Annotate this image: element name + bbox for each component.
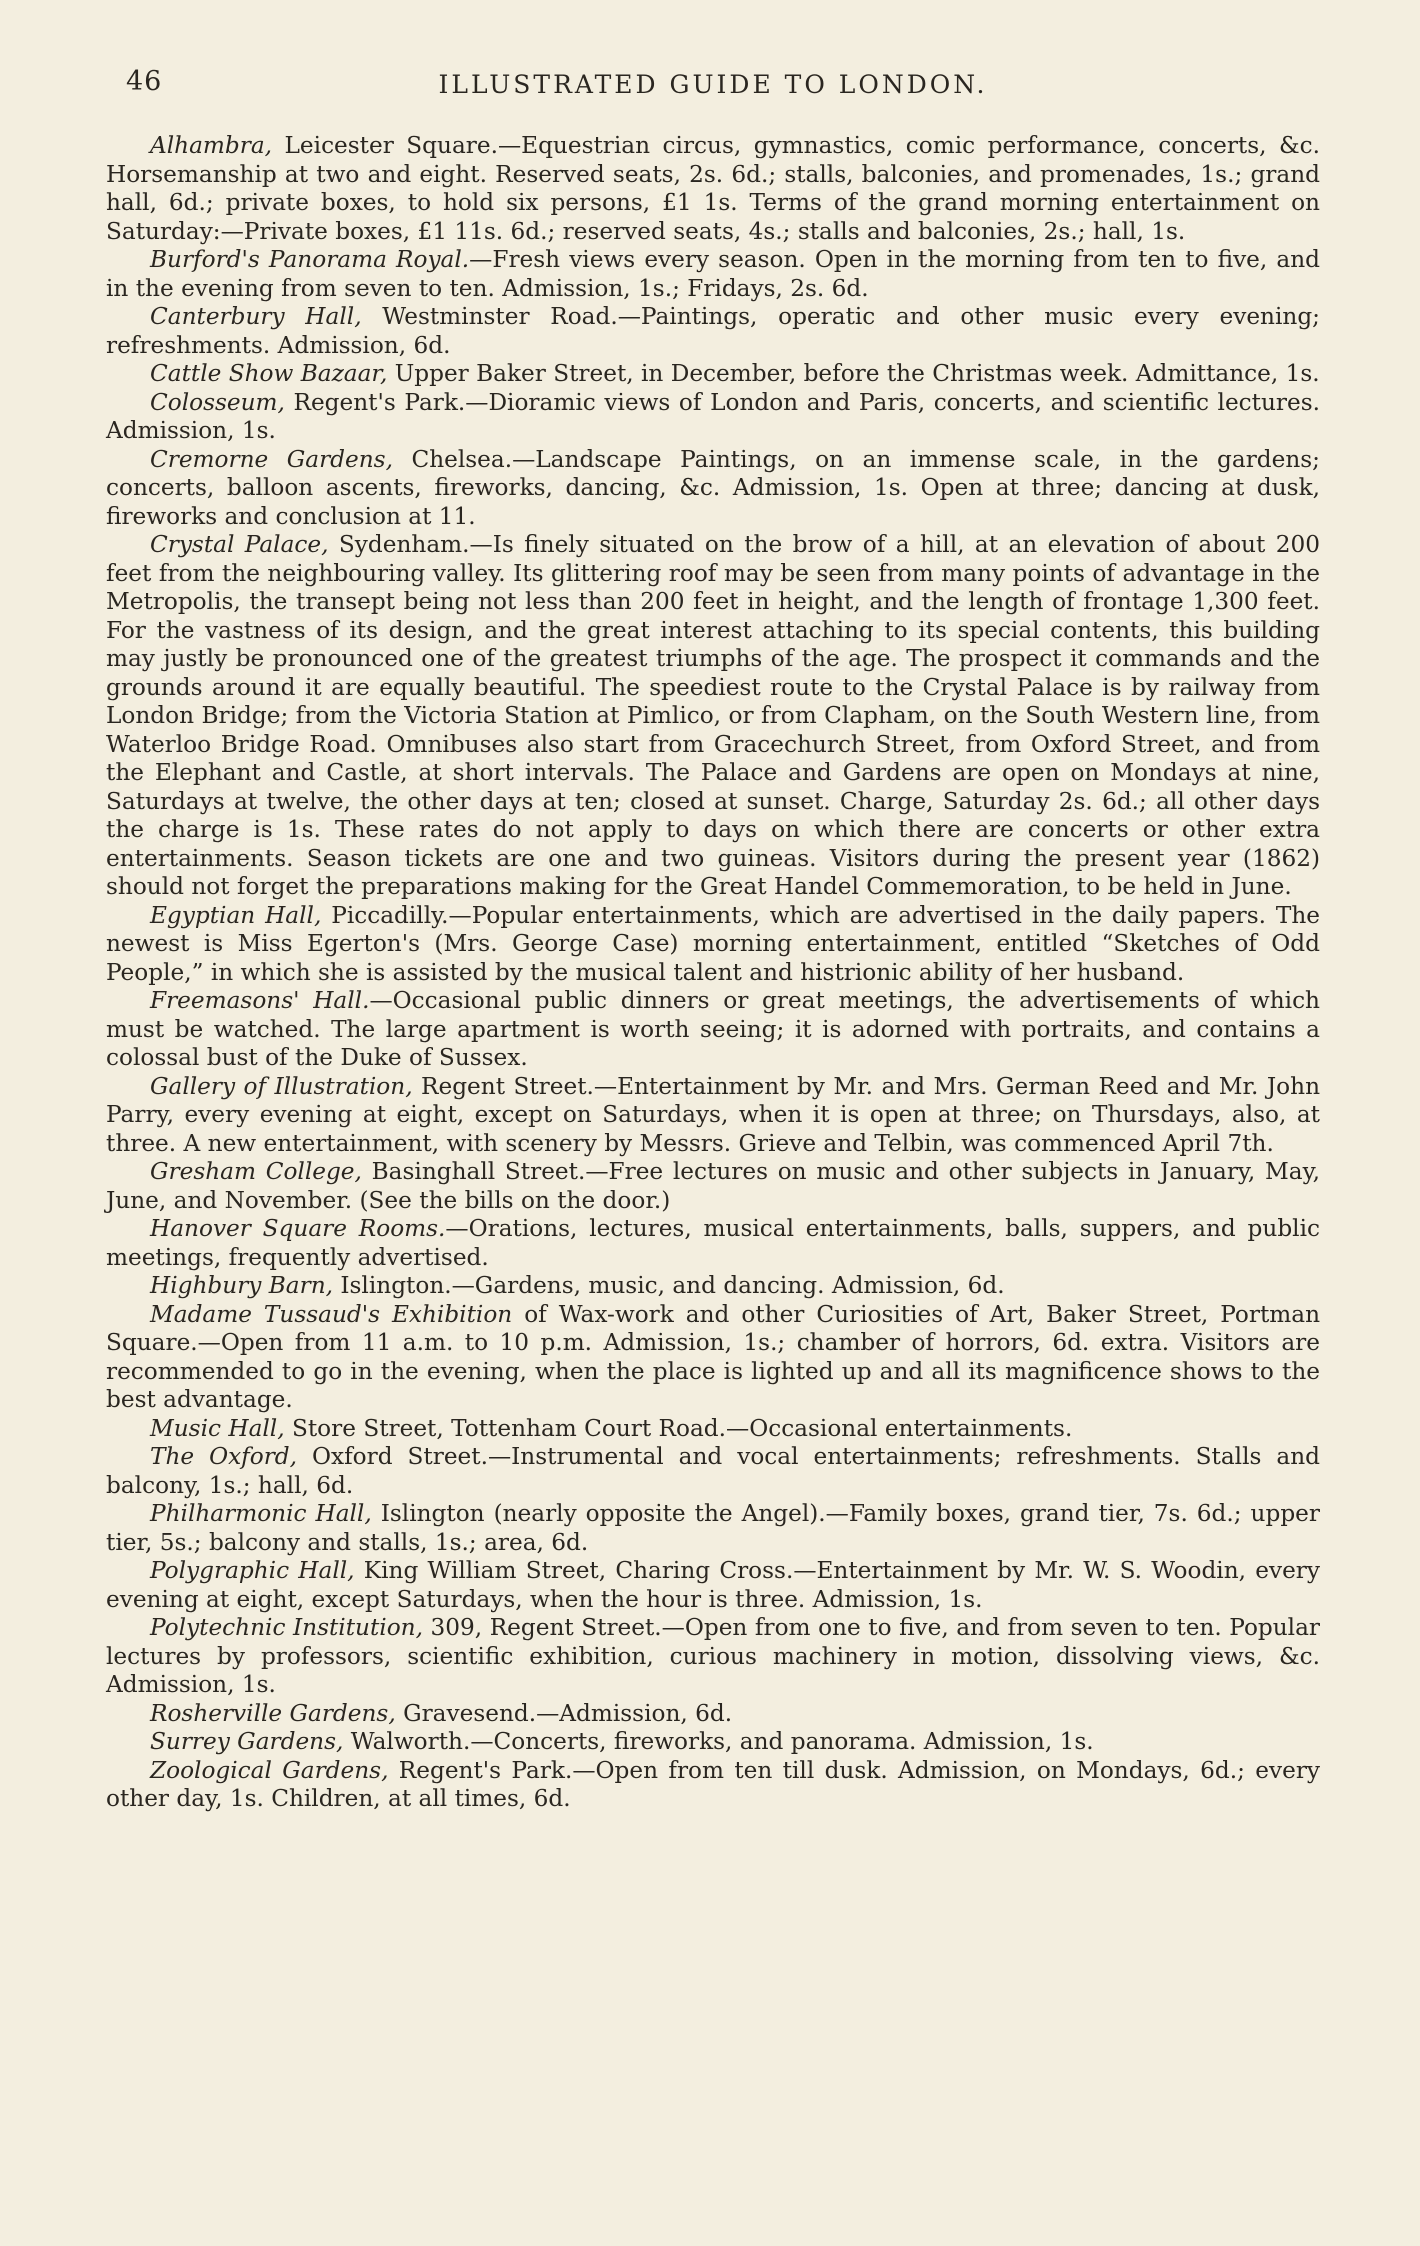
entry-text: Regent's Park.—Open from ten till dusk. Admission, on Mondays, 6d.; every other day, 1s. Children, at all times, 6d. [106, 1756, 1320, 1812]
entry-music-hall [106, 1415, 1320, 1444]
entry-freemasons-hall [106, 987, 1320, 1073]
entry-name: Surrey Gardens, [150, 1728, 344, 1755]
entry-polygraphic-hall [106, 1557, 1320, 1614]
entry-name: Rosherville Gardens, [150, 1699, 396, 1727]
entry-text: of Wax-work and other Curiosities of Art, Baker Street, Portman Square.—Open from 11 a.m. to 10 p.m. Admission, 1s.; chamber of horrors, 6d. extra. Visitors are recommended to go in the evening, when the place is lighted up and all its magnificence shows to the best advantage. [106, 1300, 1321, 1413]
entry-text: Walworth.—Concerts, fireworks, and panorama. Admission, 1s. [343, 1728, 1094, 1755]
entry-colosseum [106, 389, 1320, 446]
entry-cattle-show-bazaar [106, 360, 1320, 389]
entry-text: —Orations, lectures, musical entertainments, balls, suppers, and public meetings, frequently advertised. [106, 1215, 1320, 1271]
entry-name: Canterbury Hall, [150, 303, 362, 330]
entry-name: Gallery of Illustration, [150, 1072, 413, 1100]
entry-name: Alhambra, [150, 132, 273, 159]
entry-text: King William Street, Charing Cross.—Entertainment by Mr. W. S. Woodin, every evening at eight, except Saturdays, when the hour is three. Admission, 1s. [106, 1557, 1320, 1613]
entry-hanover-square-rooms [106, 1215, 1320, 1272]
entry-crystal-palace [106, 531, 1320, 902]
entry-gallery-of-illustration [106, 1073, 1320, 1159]
running-head: ILLUSTRATED GUIDE TO LONDON. [438, 70, 988, 99]
entry-text: 309, Regent Street.—Open from one to five, and from seven to ten. Popular lectures by professors, scientific exhibition, curious machinery in motion, dissolving views, &c. Admission, 1s. [106, 1614, 1320, 1698]
entry-text: Leicester Square.—Equestrian circus, gymnastics, comic performance, concerts, &c. Horsemanship at two and eight. Reserved seats, 2s. 6d.; stalls, balconies, and promenades, 1s.; grand hall, 6d.; private boxes, to hold six persons, £1 1s. Terms of the grand morning entertainment on Saturday:—Private boxes, £1 11s. 6d.; reserved seats, 4s.; stalls and balconies, 2s.; hall, 1s. [106, 132, 1320, 245]
entry-the-oxford [106, 1443, 1320, 1500]
entry-name: Colosseum, [150, 388, 285, 416]
entry-surrey-gardens [106, 1728, 1320, 1757]
entry-gresham-college [106, 1158, 1320, 1215]
entry-text: Gravesend.—Admission, 6d. [395, 1699, 733, 1727]
entry-name: Egyptian Hall, [150, 901, 322, 929]
entry-text: Regent Street.—Entertainment by Mr. and Mrs. German Reed and Mr. John Parry, every evening at eight, except on Saturdays, when it is open at three; on Thursdays, also, at three. A new entertainment, with scenery by Messrs. Grieve and Telbin, was commenced April 7th. [106, 1072, 1321, 1157]
entry-text: —Occasional public dinners or great meetings, the advertisements of which must be watched. The large apartment is worth seeing; it is adorned with portraits, and contains a colossal bust of the Duke of Sussex. [106, 987, 1320, 1071]
entry-name: Music Hall, [150, 1414, 285, 1442]
entry-name: Burford's Panorama Royal. [150, 246, 470, 273]
entry-cremorne-gardens [106, 446, 1320, 532]
page-number: 46 [126, 66, 163, 97]
entry-text: Store Street, Tottenham Court Road.—Occasional entertainments. [284, 1414, 1073, 1442]
entry-name: Freemasons' Hall. [150, 987, 370, 1014]
entry-rosherville-gardens [106, 1700, 1320, 1729]
entry-canterbury-hall [106, 303, 1320, 360]
entry-name: Madame Tussaud's Exhibition [150, 1300, 513, 1328]
entry-text: Chelsea.—Landscape Paintings, on an immense scale, in the gardens; concerts, balloon ascents, fireworks, dancing, &c. Admission, 1s. Open at three; dancing at dusk, fireworks and conclusion at 11. [106, 445, 1320, 530]
entry-burfords-panorama [106, 246, 1320, 303]
entry-text: Sydenham.—Is finely situated on the brow of a hill, at an elevation of about 200 feet from the neighbouring valley. Its glittering roof may be seen from many points of advantage in the Metropolis, the transept being not less than 200 feet in height, and the length of frontage 1,300 feet. For the vastness of its design, and the great interest attaching to its special contents, this building may justly be pronounced one of the greatest triumphs of the age. The prospect it commands and the grounds around it are equally beautiful. The speediest route to the Crystal Palace is by railway from London Bridge; from the Victoria Station at Pimlico, or from Clapham, on the South Western line, from Waterloo Bridge Road. Omnibuses also start from Gracechurch Street, from Oxford Street, and from the Elephant and Castle, at short intervals. The Palace and Gardens are open on Mondays at nine, Saturdays at twelve, the other days at ten; closed at sunset. Charge, Saturday 2s. 6d.; all other days the charge is 1s. These rates do not apply to days on which there are concerts or other extra entertainments. Season tickets are one and two guineas. Visitors during the present year (1862) should not forget the preparations making for the Great Handel Commemoration, to be held in June. [106, 531, 1320, 900]
entry-text: Westminster Road.—Paintings, operatic and other music every evening; refreshments. Admission, 6d. [106, 303, 1320, 359]
entry-list [106, 132, 1320, 1814]
entry-name: Zoological Gardens, [150, 1756, 389, 1784]
entry-name: Polytechnic Institution, [150, 1614, 423, 1641]
entry-polytechnic-institution [106, 1614, 1320, 1700]
entry-highbury-barn [106, 1272, 1320, 1301]
entry-name: Cremorne Gardens, [150, 445, 393, 473]
entry-text: Oxford Street.—Instrumental and vocal entertainments; refreshments. Stalls and balcony, 1s.; hall, 6d. [106, 1443, 1320, 1499]
entry-name: Hanover Square Rooms. [150, 1215, 446, 1242]
entry-text: Upper Baker Street, in December, before the Christmas week. Admittance, 1s. [387, 360, 1320, 387]
entry-egyptian-hall [106, 902, 1320, 988]
entry-name: Gresham College, [150, 1158, 362, 1185]
entry-text: Islington (nearly opposite the Angel).—Family boxes, grand tier, 7s. 6d.; upper tier, 5s.; balcony and stalls, 1s.; area, 6d. [106, 1500, 1320, 1556]
entry-name: Polygraphic Hall, [150, 1557, 355, 1584]
entry-alhambra [106, 132, 1320, 246]
entry-name: Cattle Show Bazaar, [150, 360, 388, 387]
entry-philharmonic-hall [106, 1500, 1320, 1557]
entry-name: Crystal Palace, [150, 531, 329, 558]
entry-text: Piccadilly.—Popular entertainments, which are advertised in the daily papers. The newest is Miss Egerton's (Mrs. George Case) morning entertainment, entitled “Sketches of Odd People,” in which she is assisted by the musical talent and histrionic ability of her husband. [106, 901, 1320, 986]
entry-text: —Fresh views every season. Open in the morning from ten to five, and in the evening from seven to ten. Admission, 1s.; Fridays, 2s. 6d. [106, 246, 1320, 302]
entry-name: The Oxford, [150, 1443, 298, 1470]
page-header [106, 64, 1320, 106]
entry-madame-tussauds [106, 1301, 1320, 1415]
entry-name: Philharmonic Hall, [150, 1500, 372, 1527]
entry-text: Regent's Park.—Dioramic views of London and Paris, concerts, and scientific lectures. Admission, 1s. [106, 388, 1320, 444]
entry-zoological-gardens [106, 1757, 1320, 1814]
entry-text: Islington.—Gardens, music, and dancing. Admission, 6d. [333, 1272, 1005, 1299]
entry-text: Basinghall Street.—Free lectures on music and other subjects in January, May, June, and November. (See the bills on the door.) [106, 1158, 1320, 1214]
entry-name: Highbury Barn, [150, 1272, 333, 1299]
